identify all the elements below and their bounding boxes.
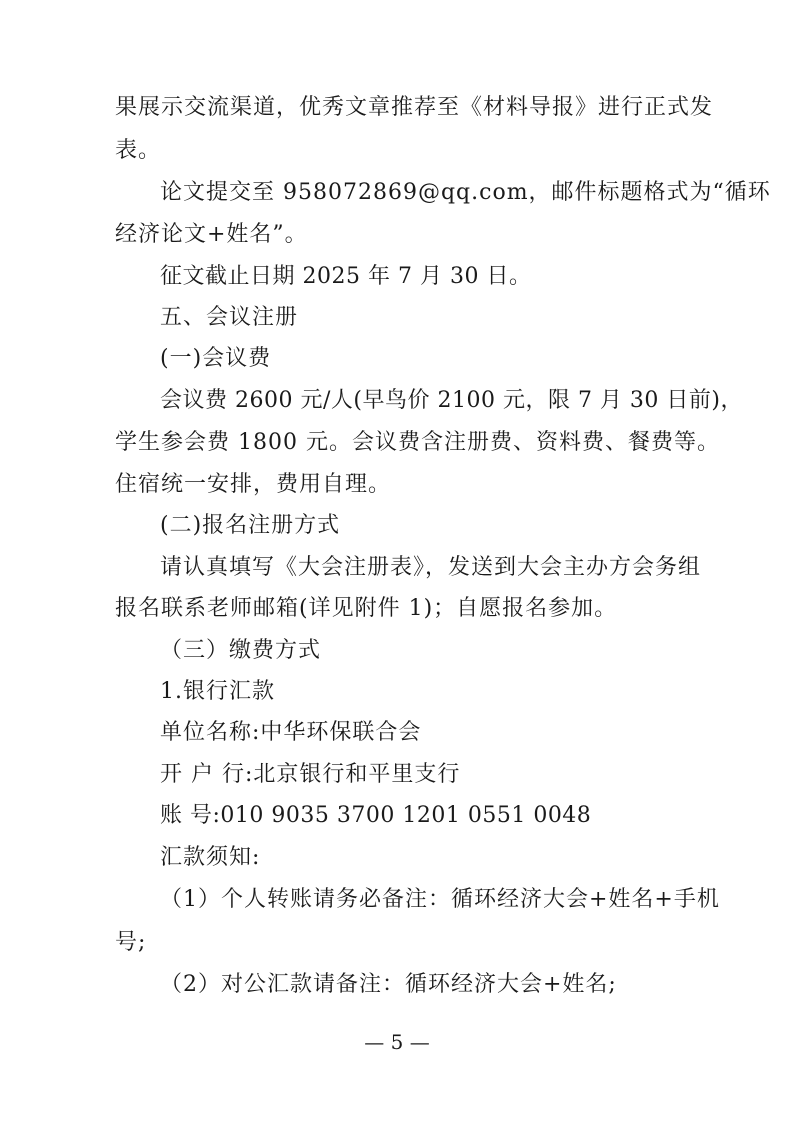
subsection-heading: (二)报名注册方式 [160, 513, 341, 538]
text-line: 经济论文+姓名”。 [115, 222, 308, 247]
text-line: 1.银行汇款 [160, 679, 275, 704]
text-line: 会议费 2600 元/人(早鸟价 2100 元，限 7 月 30 日前)， [160, 388, 743, 413]
text-line: 请认真填写《大会注册表》，发送到大会主办方会务组 [160, 555, 702, 580]
page-number: — 5 — [364, 1030, 430, 1054]
text-line: 住宿统一安排，费用自理。 [115, 472, 392, 497]
section-heading: 五、会议注册 [160, 305, 299, 330]
text-line: 号; [115, 930, 147, 955]
text-line: 果展示交流渠道，优秀文章推荐至《材料导报》进行正式发 [115, 95, 714, 120]
text-line: 账 号:010 9035 3700 1201 0551 0048 [160, 803, 592, 828]
text-line: 报名联系老师邮箱(详见附件 1)；自愿报名参加。 [115, 596, 618, 621]
text-line: 学生参会费 1800 元。会议费含注册费、资料费、餐费等。 [115, 430, 720, 455]
text-line: 开 户 行:北京银行和平里支行 [160, 762, 461, 787]
text-line: （2）对公汇款请备注：循环经济大会+姓名; [160, 972, 617, 997]
text-line: 征文截止日期 2025 年 7 月 30 日。 [160, 264, 532, 289]
text-line: 论文提交至 958072869@qq.com，邮件标题格式为“循环 [160, 180, 771, 205]
text-line: （1）个人转账请务必备注：循环经济大会+姓名+手机 [160, 887, 720, 912]
text-line: 表。 [115, 138, 162, 163]
text-line: 汇款须知: [160, 845, 261, 870]
subsection-heading: （三）缴费方式 [160, 638, 322, 663]
text-line: 单位名称:中华环保联合会 [160, 720, 422, 745]
subsection-heading: (一)会议费 [160, 346, 272, 371]
